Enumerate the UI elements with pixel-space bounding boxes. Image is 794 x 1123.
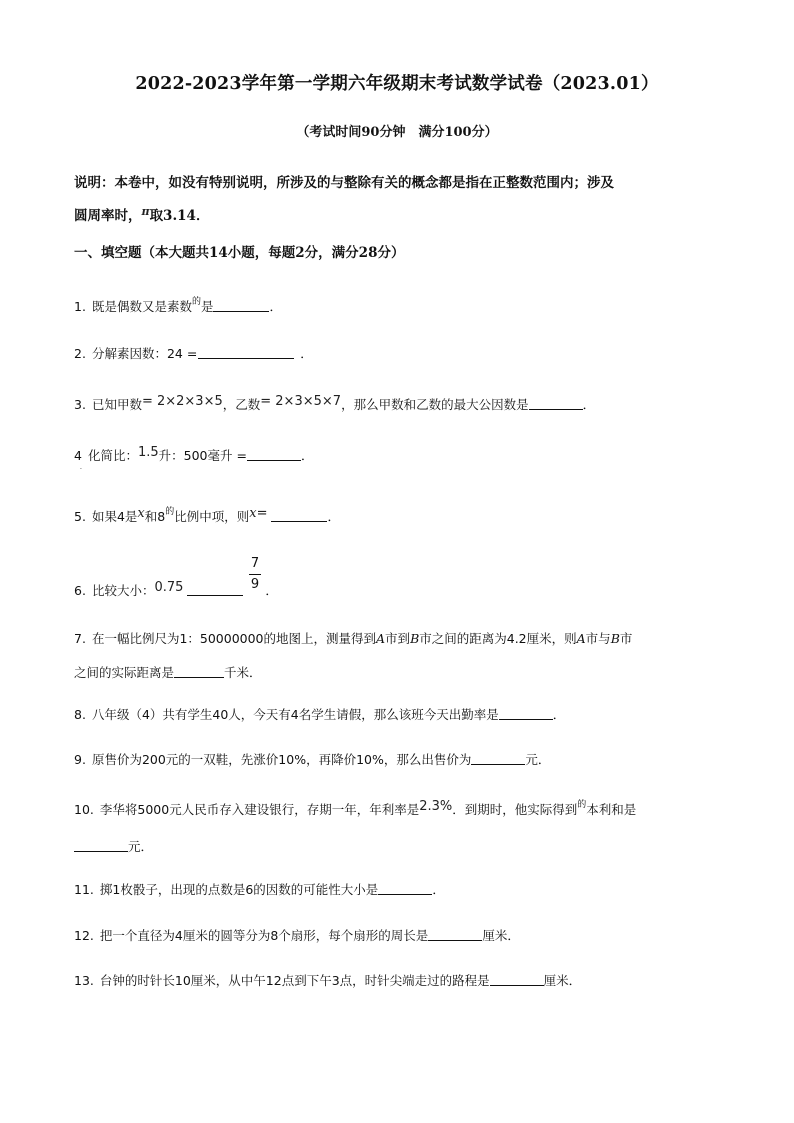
answer-blank[interactable] — [471, 752, 525, 765]
question-text: 八年级（4）共有学生40人，今天有4名学生请假，那么该班今天出勤率是 — [91, 707, 499, 722]
question-text: 原售价为200元的一双鞋，先涨价10%，再降价10%，那么出售价为 — [91, 752, 472, 767]
question-7 — [74, 629, 724, 647]
fraction-bar — [249, 574, 261, 575]
question-text: 已知甲数 — [91, 397, 142, 412]
question-11 — [74, 880, 724, 898]
section-1-heading: 一、填空题（本大题共14小题，每题2分，满分28分） — [74, 245, 405, 261]
question-number: 10. — [74, 802, 94, 817]
pi-symbol: π — [141, 205, 150, 218]
question-8 — [74, 705, 724, 723]
answer-blank[interactable] — [378, 882, 432, 895]
answer-blank[interactable] — [428, 928, 482, 941]
question-3 — [74, 395, 724, 413]
question-text: 在一幅比例尺为1：50000000的地图上，测量得到 — [91, 631, 377, 646]
question-number: 13. — [74, 973, 94, 988]
question-2 — [74, 344, 724, 362]
question-number: 12. — [74, 928, 94, 943]
question-end: ． — [300, 448, 314, 463]
question-text: 比较大小： — [91, 583, 155, 598]
question-12 — [74, 926, 724, 944]
variable-b: B — [610, 631, 620, 646]
answer-blank[interactable] — [271, 509, 327, 522]
question-number: 5. — [74, 509, 86, 524]
question-text: 市 — [619, 631, 633, 646]
question-end: 元． — [525, 752, 551, 767]
question-1 — [74, 297, 724, 315]
question-13 — [74, 971, 724, 989]
question-end: 元． — [128, 839, 154, 854]
question-4 — [74, 446, 724, 464]
question-text: 本利和是 — [586, 802, 637, 817]
question-text: 市到 — [385, 631, 411, 646]
question-6 — [74, 581, 724, 599]
fraction-numerator: 7 — [250, 556, 260, 571]
answer-blank[interactable] — [529, 397, 583, 410]
answer-blank[interactable] — [187, 583, 243, 596]
question-text: 和8 — [144, 509, 166, 524]
answer-blank[interactable] — [490, 973, 544, 986]
note-line-2-pre: 圆周率时， — [74, 208, 142, 224]
note-line-1: 说明：本卷中，如没有特别说明，所涉及的与整除有关的概念都是指在正整数范围内；涉及 — [74, 175, 614, 191]
question-text: 把一个直径为4厘米的圆等分为8个扇形，每个扇形的周长是 — [99, 928, 429, 943]
question-end: ． — [300, 346, 313, 361]
question-number: 1. — [74, 299, 86, 314]
variable-x: x — [137, 506, 145, 521]
variable-b: B — [410, 631, 420, 646]
question-number: 4 — [74, 448, 82, 463]
answer-blank[interactable] — [499, 707, 553, 720]
question-text-fragment: 的 — [165, 507, 175, 517]
instructions-note — [74, 167, 724, 233]
answer-blank[interactable] — [74, 839, 128, 852]
question-10-line-2 — [74, 837, 724, 855]
note-line-2-post: 取3.14． — [149, 208, 210, 224]
question-text: 升：500毫升 = — [158, 448, 247, 463]
variable-a: A — [576, 631, 586, 646]
question-text: 市之间的距离为4.2厘米，则 — [419, 631, 577, 646]
question-number: 8. — [74, 707, 86, 722]
question-number: 6. — [74, 583, 86, 598]
question-text: 是 — [200, 299, 214, 314]
question-end: 千米． — [224, 665, 262, 680]
question-7-line-2 — [74, 663, 724, 681]
question-text: 李华将5000元人民币存入建设银行，存期一年，年利率是 — [99, 802, 420, 817]
math-expression: 2.3% — [419, 799, 453, 814]
question-text: 之间的实际距离是 — [74, 665, 175, 680]
question-end: 厘米． — [543, 973, 582, 988]
question-end: ． — [432, 882, 445, 897]
answer-blank[interactable] — [198, 346, 294, 359]
question-number: 3. — [74, 397, 86, 412]
stray-dot: · — [80, 466, 82, 473]
question-text: 化简比： — [87, 448, 138, 463]
exam-info: （考试时间90分钟 满分100分） — [296, 125, 498, 140]
answer-blank[interactable] — [174, 665, 224, 678]
question-end: ． — [265, 583, 278, 598]
fraction-denominator: 9 — [250, 577, 260, 592]
question-number: 2. — [74, 346, 86, 361]
question-text: 如果4是 — [91, 509, 138, 524]
question-text: 既是偶数又是素数 — [91, 299, 192, 314]
question-text: 掷1枚骰子，出现的点数是6的因数的可能性大小是 — [99, 882, 379, 897]
question-end: ． — [327, 509, 340, 524]
answer-blank[interactable] — [213, 299, 269, 312]
question-text: 分解素因数：24 = — [91, 346, 198, 361]
variable-x: x — [249, 506, 257, 521]
question-end: 厘米． — [482, 928, 520, 943]
page-title: 2022-2023学年第一学期六年级期末考试数学试卷（2023.01） — [135, 74, 659, 94]
note-line-2 — [74, 200, 724, 233]
math-expression: = 2×3×5×7 — [260, 394, 342, 409]
question-text: ，那么甲数和乙数的最大公因数是 — [341, 397, 529, 412]
question-text: 台钟的时针长10厘米，从中午12点到下午3点，时针尖端走过的路程是 — [99, 973, 490, 988]
question-text-fragment: 的 — [577, 800, 587, 810]
question-number: 9. — [74, 752, 86, 767]
question-9 — [74, 750, 724, 768]
answer-blank[interactable] — [247, 448, 301, 461]
question-10 — [74, 800, 724, 818]
question-5 — [74, 507, 724, 525]
variable-a: A — [376, 631, 386, 646]
question-text: ，乙数 — [222, 397, 261, 412]
question-end: ． — [552, 707, 566, 722]
question-text: 比例中项，则 — [174, 509, 250, 524]
question-number: 7. — [74, 631, 86, 646]
math-expression: = 2×2×3×5 — [141, 394, 223, 409]
question-text-fragment: 的 — [191, 297, 201, 307]
math-expression: 0.75 — [154, 580, 184, 595]
question-end: ． — [269, 299, 282, 314]
question-text: 市与 — [585, 631, 611, 646]
equals-sign: = — [256, 506, 268, 521]
question-text: ．到期时，他实际得到 — [452, 802, 578, 817]
question-number: 11. — [74, 882, 94, 897]
question-end: ． — [582, 397, 596, 412]
math-expression: 1.5 — [137, 445, 159, 460]
